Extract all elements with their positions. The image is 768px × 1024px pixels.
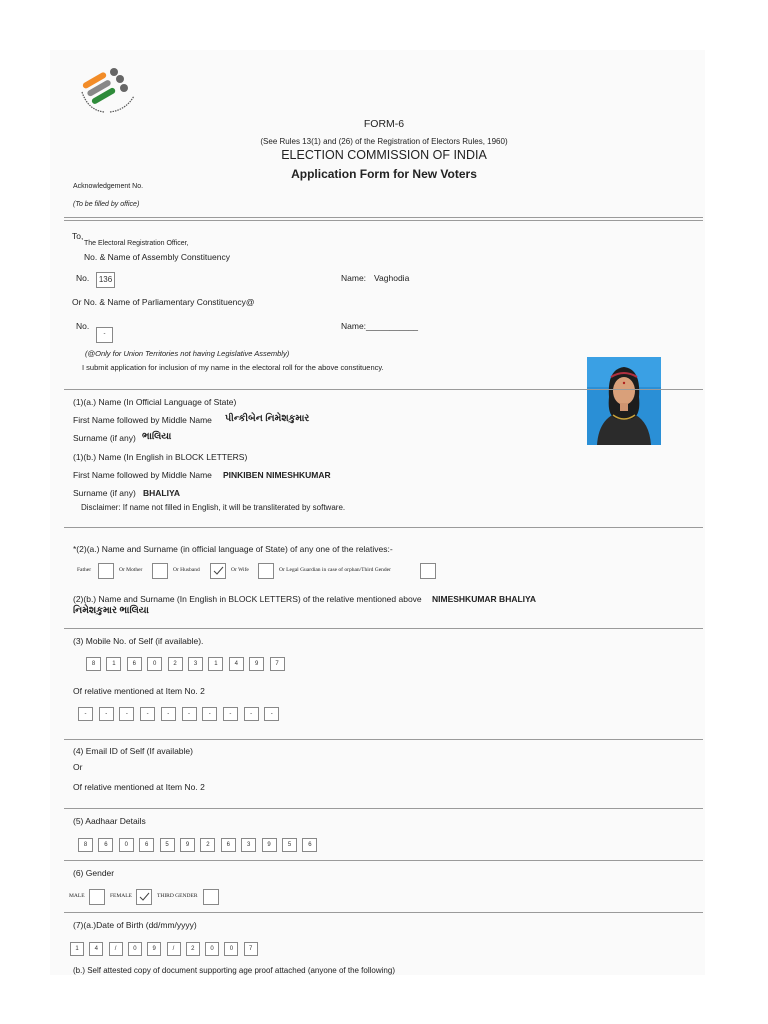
divider: [64, 808, 703, 809]
mobile-digit-box[interactable]: 4: [229, 657, 244, 671]
dob-digit-box[interactable]: 4: [89, 942, 103, 956]
official-name-heading: (1)(a.) Name (In Official Language of State): [73, 397, 237, 407]
aadhaar-digit-box[interactable]: 9: [180, 838, 195, 852]
dob-digit-box[interactable]: 1: [70, 942, 84, 956]
aadhaar-digit-box[interactable]: 5: [160, 838, 175, 852]
aadhaar-digit-box[interactable]: 9: [262, 838, 277, 852]
age-proof-note: (b.) Self attested copy of document supporting age proof attached (anyone of the following): [73, 966, 395, 975]
mobile-relative-digit-box[interactable]: -: [119, 707, 134, 721]
email-or: Or: [73, 762, 83, 772]
relation-husband-label: Or Husband: [173, 567, 200, 573]
divider: [64, 527, 703, 528]
gender-female-checkbox[interactable]: [136, 889, 152, 905]
mobile-relative-digit-box[interactable]: -: [182, 707, 197, 721]
office-note: (To be filled by office): [73, 201, 140, 208]
ac-name-label: Name:: [341, 273, 367, 283]
mobile-relative-digit-box[interactable]: -: [202, 707, 217, 721]
parliamentary-constituency-heading: Or No. & Name of Parliamentary Constituency@: [72, 297, 255, 307]
relation-guardian-label: Or Legal Guardian in case of orphan/Third Gender: [279, 567, 391, 573]
divider: [64, 220, 703, 221]
gender-third-label: THIRD GENDER: [157, 893, 198, 899]
relation-wife-checkbox[interactable]: [258, 563, 274, 579]
relative-english-heading: (2)(b.) Name and Surname (In English in BLOCK LETTERS) of the relative mentioned above: [73, 594, 422, 604]
aadhaar-digit-box[interactable]: 6: [221, 838, 236, 852]
first-name-label-english: First Name followed by Middle Name: [73, 470, 212, 480]
dob-heading: (7)(a.)Date of Birth (dd/mm/yyyy): [73, 920, 197, 930]
mobile-digit-box[interactable]: 0: [147, 657, 162, 671]
divider: [64, 912, 703, 913]
relation-mother-label: Or Mother: [119, 567, 143, 573]
gender-female-label: FEMALE: [110, 893, 132, 899]
ac-no-label: No.: [76, 273, 90, 283]
dob-digit-box[interactable]: 9: [147, 942, 161, 956]
aadhaar-digit-box[interactable]: 6: [302, 838, 317, 852]
gender-third-checkbox[interactable]: [203, 889, 219, 905]
divider: [64, 860, 703, 861]
english-name-heading: (1)(b.) Name (In English in BLOCK LETTERS): [73, 452, 248, 462]
pc-no-label: No.: [76, 321, 90, 331]
form-page: [50, 50, 705, 975]
form-title: Application Form for New Voters: [291, 167, 477, 181]
mobile-digit-box[interactable]: 6: [127, 657, 142, 671]
mobile-digit-box[interactable]: 1: [208, 657, 223, 671]
mobile-relative-digit-box[interactable]: -: [140, 707, 155, 721]
relative-official-name: નિમેશકુમાર ભાલિયા: [73, 605, 149, 616]
relation-father-checkbox[interactable]: [98, 563, 114, 579]
divider: [64, 217, 703, 218]
relative-heading: *(2)(a.) Name and Surname (in official language of State) of any one of the relatives:-: [73, 544, 393, 554]
mobile-digit-box[interactable]: 3: [188, 657, 203, 671]
first-name-official: પીન્કીબેન નિમેશકુમાર: [225, 413, 310, 424]
relation-guardian-checkbox[interactable]: [420, 563, 436, 579]
divider: [64, 389, 703, 390]
dob-digit-box[interactable]: 0: [224, 942, 238, 956]
dob-digit-box[interactable]: /: [167, 942, 181, 956]
divider: [64, 628, 703, 629]
aadhaar-digit-box[interactable]: 5: [282, 838, 297, 852]
mobile-relative-digit-box[interactable]: -: [99, 707, 114, 721]
ac-number-field[interactable]: 136: [96, 272, 115, 288]
check-icon: [137, 890, 151, 904]
aadhaar-digit-box[interactable]: 6: [98, 838, 113, 852]
pc-name-label: Name:___________: [341, 321, 419, 331]
first-name-english: PINKIBEN NIMESHKUMAR: [223, 470, 331, 480]
mobile-digit-box[interactable]: 9: [249, 657, 264, 671]
mobile-digit-box[interactable]: 7: [270, 657, 285, 671]
to-label: To,: [72, 231, 84, 241]
dob-digit-box[interactable]: 7: [244, 942, 258, 956]
submit-statement: I submit application for inclusion of my name in the electoral roll for the above constituency.: [82, 363, 384, 372]
mobile-relative-digit-box[interactable]: -: [223, 707, 238, 721]
mobile-digit-box[interactable]: 8: [86, 657, 101, 671]
first-name-label-official: First Name followed by Middle Name: [73, 415, 212, 425]
surname-label-english: Surname (if any): [73, 488, 136, 498]
email-heading: (4) Email ID of Self (If available): [73, 746, 193, 756]
acknowledgement-label: Acknowledgement No.: [73, 183, 144, 190]
relation-mother-checkbox[interactable]: [152, 563, 168, 579]
relation-husband-checkbox[interactable]: [210, 563, 226, 579]
gender-heading: (6) Gender: [73, 868, 115, 878]
mobile-relative-digit-box[interactable]: -: [244, 707, 259, 721]
assembly-constituency-heading: No. & Name of Assembly Constituency: [84, 252, 230, 262]
pc-number-field[interactable]: -: [96, 327, 113, 343]
mobile-relative-digit-box[interactable]: -: [161, 707, 176, 721]
mobile-digit-box[interactable]: 1: [106, 657, 121, 671]
commission-title: ELECTION COMMISSION OF INDIA: [281, 148, 487, 162]
surname-official: ભાલિયા: [142, 431, 172, 442]
mobile-heading: (3) Mobile No. of Self (if available).: [73, 636, 204, 646]
officer-label: The Electoral Registration Officer,: [84, 240, 189, 247]
gender-male-checkbox[interactable]: [89, 889, 105, 905]
mobile-relative-label: Of relative mentioned at Item No. 2: [73, 686, 205, 696]
ut-note: (@Only for Union Territories not having Legislative Assembly): [85, 349, 290, 358]
dob-digit-box[interactable]: /: [109, 942, 123, 956]
divider: [64, 739, 703, 740]
aadhaar-digit-box[interactable]: 8: [78, 838, 93, 852]
relative-english-name: NIMESHKUMAR BHALIYA: [432, 594, 537, 604]
email-relative-label: Of relative mentioned at Item No. 2: [73, 782, 205, 792]
mobile-relative-digit-box[interactable]: -: [264, 707, 279, 721]
mobile-digit-box[interactable]: 2: [168, 657, 183, 671]
applicant-photo: [587, 357, 661, 445]
relation-father-label: Father: [77, 567, 92, 573]
dob-digit-box[interactable]: 0: [205, 942, 219, 956]
transliteration-disclaimer: Disclaimer: If name not filled in English, it will be transliterated by software.: [81, 503, 346, 512]
dob-digit-box[interactable]: 0: [128, 942, 142, 956]
aadhaar-digit-box[interactable]: 3: [241, 838, 256, 852]
aadhaar-heading: (5) Aadhaar Details: [73, 816, 146, 826]
form-number: FORM-6: [363, 118, 405, 130]
aadhaar-digit-box[interactable]: 6: [139, 838, 154, 852]
aadhaar-digit-box[interactable]: 0: [119, 838, 134, 852]
check-icon: [211, 564, 225, 578]
dob-digit-box[interactable]: 2: [186, 942, 200, 956]
mobile-relative-digit-box[interactable]: -: [78, 707, 93, 721]
aadhaar-digit-box[interactable]: 2: [200, 838, 215, 852]
surname-english: BHALIYA: [143, 488, 180, 498]
eci-logo: [78, 62, 140, 118]
relation-wife-label: Or Wife: [231, 567, 249, 573]
rules-reference: (See Rules 13(1) and (26) of the Registration of Electors Rules, 1960): [260, 137, 508, 146]
gender-male-label: MALE: [69, 893, 85, 899]
ac-name-value: Vaghodia: [374, 273, 410, 283]
surname-label-official: Surname (if any): [73, 433, 136, 443]
